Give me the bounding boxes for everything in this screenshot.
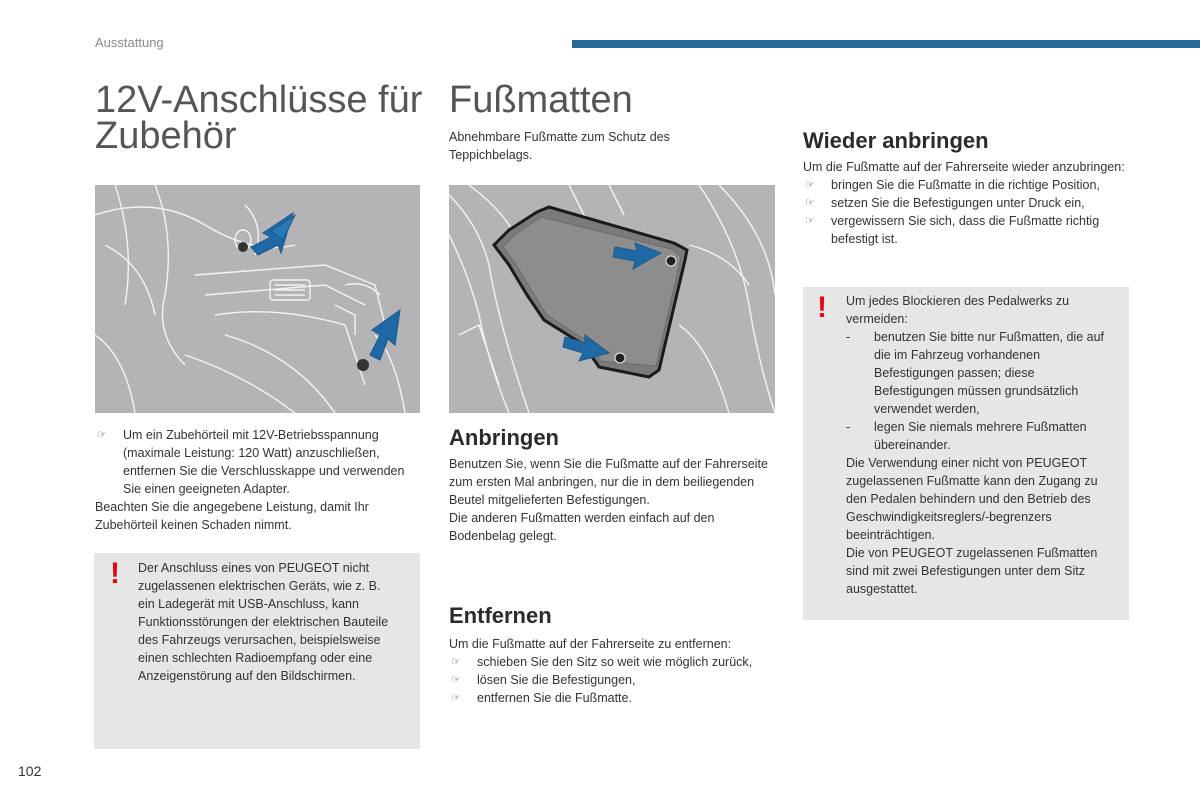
list-item <box>803 176 1133 194</box>
power-note: Beachten Sie die angegebene Leistung, damit Ihr Zubehörteil keinen Schaden nimmt. <box>95 500 369 532</box>
list-item <box>803 212 1133 248</box>
warning-pedals-intro: Um jedes Blockieren des Pedalwerks zu vermeiden: <box>846 294 1070 326</box>
hand-pointer-icon: ☞ <box>451 656 461 668</box>
warning-box-pedals <box>803 287 1129 620</box>
wieder-anbringen-heading: Wieder anbringen <box>803 128 989 153</box>
entfernen-heading: Entfernen <box>449 603 552 628</box>
page-title-line1: 12V-Anschlüsse für <box>95 79 423 121</box>
anbringen-text1: Benutzen Sie, wenn Sie die Fußmatte auf der Fahrerseite zum ersten Mal anbringen, nur die in dem beiliegenden Beutel mitgelieferten Befestigungen. <box>449 457 768 507</box>
dash-marker: - <box>846 330 851 344</box>
list-item <box>803 194 1133 212</box>
list-item <box>846 328 1116 418</box>
hand-pointer-icon: ☞ <box>451 674 461 686</box>
bullet-text: Um ein Zubehörteil mit 12V-Betriebsspannung (maximale Leistung: 120 Watt) anzuschließen, entfernen Sie die Verschlusskappe und verwenden Sie einen geeigneten Adapter. <box>123 428 405 496</box>
warning-pedals-text3: Die von PEUGEOT zugelassenen Fußmatten sind mit zwei Befestigungen unter dem Sitz ausgestattet. <box>846 546 1098 596</box>
list-item-text: benutzen Sie bitte nur Fußmatten, die auf die im Fahrzeug vorhandenen Befestigungen passen; diese Befestigungen müssen grundsätzlich verwendet werden, <box>874 330 1104 416</box>
hand-pointer-icon: ☞ <box>451 692 461 704</box>
hand-pointer-icon: ☞ <box>805 215 815 227</box>
entfernen-list <box>449 653 779 707</box>
list-item <box>449 689 779 707</box>
warning-pedals-content <box>846 292 1116 598</box>
list-item-text: vergewissern Sie sich, dass die Fußmatte richtig befestigt ist. <box>831 214 1100 246</box>
list-item-text: legen Sie niemals mehrere Fußmatten übereinander. <box>874 420 1087 452</box>
list-item <box>449 653 779 671</box>
center-console-12v-socket-illustration <box>95 185 420 413</box>
warning-pedals-text2: Die Verwendung einer nicht von PEUGEOT zugelassenen Fußmatte kann den Zugang zu den Pedalen behindern und den Betrieb des Geschwindigkeitsreglers/-begrenzers beeinträchtigen. <box>846 456 1098 542</box>
list-item <box>95 426 405 498</box>
exclamation-warning-icon: ! <box>110 557 120 590</box>
exclamation-warning-icon: ! <box>817 291 827 324</box>
warning-box-usb <box>94 553 420 749</box>
list-item-text: schieben Sie den Sitz so weit wie möglich zurück, <box>477 655 753 669</box>
list-item <box>449 671 779 689</box>
anbringen-body <box>449 455 769 545</box>
list-item-text: setzen Sie die Befestigungen unter Druck ein, <box>831 196 1085 210</box>
anbringen-heading: Anbringen <box>449 425 559 450</box>
entfernen-intro: Um die Fußmatte auf der Fahrerseite zu entfernen: <box>449 637 732 651</box>
wieder-anbringen-list <box>803 176 1133 248</box>
title-12v <box>95 79 425 157</box>
fussmatten-title: Fußmatten <box>449 79 633 121</box>
header-accent-bar <box>572 40 1200 48</box>
hand-pointer-icon: ☞ <box>805 179 815 191</box>
floor-mat-illustration <box>449 185 775 413</box>
dash-marker: - <box>846 420 851 434</box>
page-number: 102 <box>18 763 42 779</box>
entfernen-body <box>449 635 779 707</box>
warning-text: Der Anschluss eines von PEUGEOT nicht zugelassenen elektrischen Geräts, wie z. B. ein Ladegerät mit USB-Anschluss, kann Funktionsstörungen der elektrischen Bauteile des Fahrzeugs verursachen, beispielsweise einen schlechten Radioempfang oder eine Anzeigenstörung auf den Bildschirmen. <box>138 561 389 683</box>
section-label: Ausstattung <box>95 35 164 50</box>
console-socket-figure <box>95 185 420 413</box>
list-item-text: bringen Sie die Fußmatte in die richtige Position, <box>831 178 1100 192</box>
list-item-text: lösen Sie die Befestigungen, <box>477 673 636 687</box>
list-item-text: entfernen Sie die Fußmatte. <box>477 691 632 705</box>
socket-instructions <box>95 426 405 534</box>
warning-dash-list <box>846 328 1116 454</box>
hand-pointer-icon: ☞ <box>97 429 107 441</box>
socket-bullet-list <box>95 426 405 498</box>
fussmatten-intro: Abnehmbare Fußmatte zum Schutz des Teppichbelags. <box>449 130 670 162</box>
anbringen-text2: Die anderen Fußmatten werden einfach auf den Bodenbelag gelegt. <box>449 511 715 543</box>
page-title-line2: Zubehör <box>95 115 237 157</box>
hand-pointer-icon: ☞ <box>805 197 815 209</box>
wieder-anbringen-body <box>803 158 1133 248</box>
floor-mat-figure <box>449 185 775 413</box>
wieder-anbringen-intro: Um die Fußmatte auf der Fahrerseite wieder anzubringen: <box>803 160 1125 174</box>
list-item <box>846 418 1116 454</box>
